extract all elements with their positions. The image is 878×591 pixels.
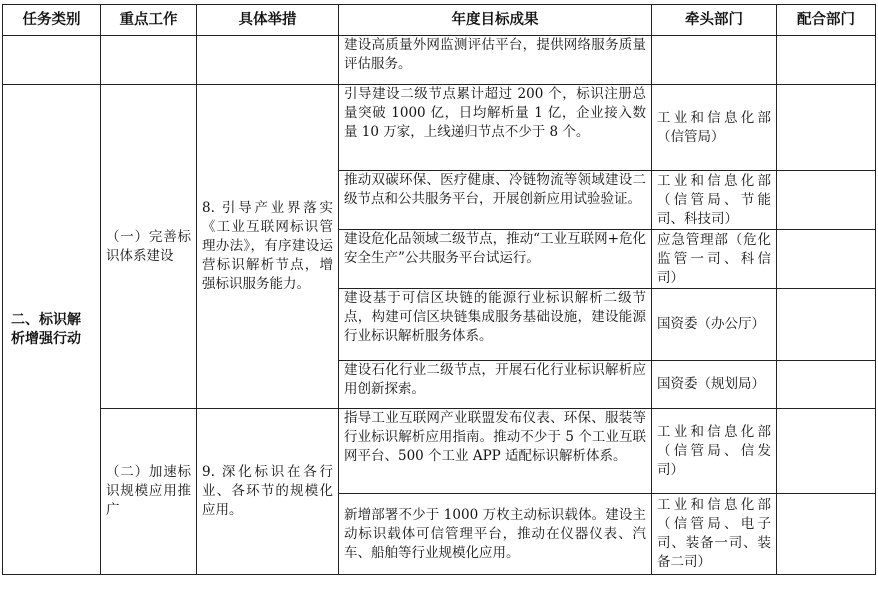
cell-lead: 国资委（办公厅） <box>652 289 777 361</box>
header-annual-goals: 年度目标成果 <box>339 5 652 36</box>
cell-measure-8: 8. 引导产业界落实《工业互联网标识管理办法》，有序建设运营标识解析节点，增强标识服务能力。 <box>197 85 339 409</box>
cell-task-category: 二、标识解析增强行动 <box>3 85 101 575</box>
cell-goal: 引导建设二级节点累计超过 200 个，标识注册总量突破 1000 亿，日均解析量 1 亿，企业接入数量 10 万家，上线递归节点不少于 8 个。 <box>339 85 652 171</box>
cell-lead: 工业和信息化部（信管局） <box>652 85 777 171</box>
cell-key-work-1: （一）完善标识体系建设 <box>101 85 197 409</box>
header-lead-dept: 牵头部门 <box>652 5 777 36</box>
cell-measure-empty <box>197 36 339 85</box>
cell-lead: 工业和信息化部（信管局、节能司、科技司） <box>652 171 777 230</box>
table-row <box>3 409 876 494</box>
header-key-work: 重点工作 <box>101 5 197 36</box>
cell-lead: 应急管理部（危化监管一司、科信司） <box>652 230 777 289</box>
cell-goal: 建设危化品领域二级节点，推动“工业互联网+危化安全生产”公共服务平台试运行。 <box>339 230 652 289</box>
cell-goal: 建设高质量外网监测评估平台，提供网络服务质量评估服务。 <box>339 36 652 85</box>
cell-coop <box>777 289 876 361</box>
cell-coop <box>777 85 876 171</box>
cell-goal: 建设石化行业二级节点，开展石化行业标识解析应用创新探索。 <box>339 361 652 409</box>
cell-lead: 工业和信息化部（信管局、信发司） <box>652 409 777 494</box>
cell-category-empty <box>3 36 101 85</box>
cell-lead: 国资委（规划局） <box>652 361 777 409</box>
cell-goal: 建设基于可信区块链的能源行业标识解析二级节点，构建可信区块链集成服务基础设施，建设能源行业标识解析服务体系。 <box>339 289 652 361</box>
table-row <box>3 36 876 85</box>
cell-goal: 指导工业互联网产业联盟发布仪表、环保、服装等行业标识解析应用指南。推动不少于 5 个工业互联网平台、500 个工业 APP 适配标识解析体系。 <box>339 409 652 494</box>
cell-coop <box>777 171 876 230</box>
cell-coop <box>777 494 876 575</box>
table-row <box>3 85 876 171</box>
cell-work-empty <box>101 36 197 85</box>
cell-lead <box>652 36 777 85</box>
header-category: 任务类别 <box>3 5 101 36</box>
header-row <box>3 5 876 36</box>
cell-key-work-2: （二）加速标识规模应用推广 <box>101 409 197 575</box>
cell-coop <box>777 230 876 289</box>
header-measures: 具体举措 <box>197 5 339 36</box>
cell-measure-9: 9. 深化标识在各行业、各环节的规模化应用。 <box>197 409 339 575</box>
cell-goal: 新增部署不少于 1000 万枚主动标识载体。建设主动标识载体可信管理平台，推动在仪器仪表、汽车、船舶等行业规模化应用。 <box>339 494 652 575</box>
header-coop-dept: 配合部门 <box>777 5 876 36</box>
cell-coop <box>777 361 876 409</box>
task-table <box>2 4 876 575</box>
cell-lead: 工业和信息化部（信管局、电子司、装备一司、装备二司） <box>652 494 777 575</box>
cell-coop <box>777 409 876 494</box>
cell-coop <box>777 36 876 85</box>
cell-goal: 推动双碳环保、医疗健康、冷链物流等领域建设二级节点和公共服务平台，开展创新应用试验验证。 <box>339 171 652 230</box>
